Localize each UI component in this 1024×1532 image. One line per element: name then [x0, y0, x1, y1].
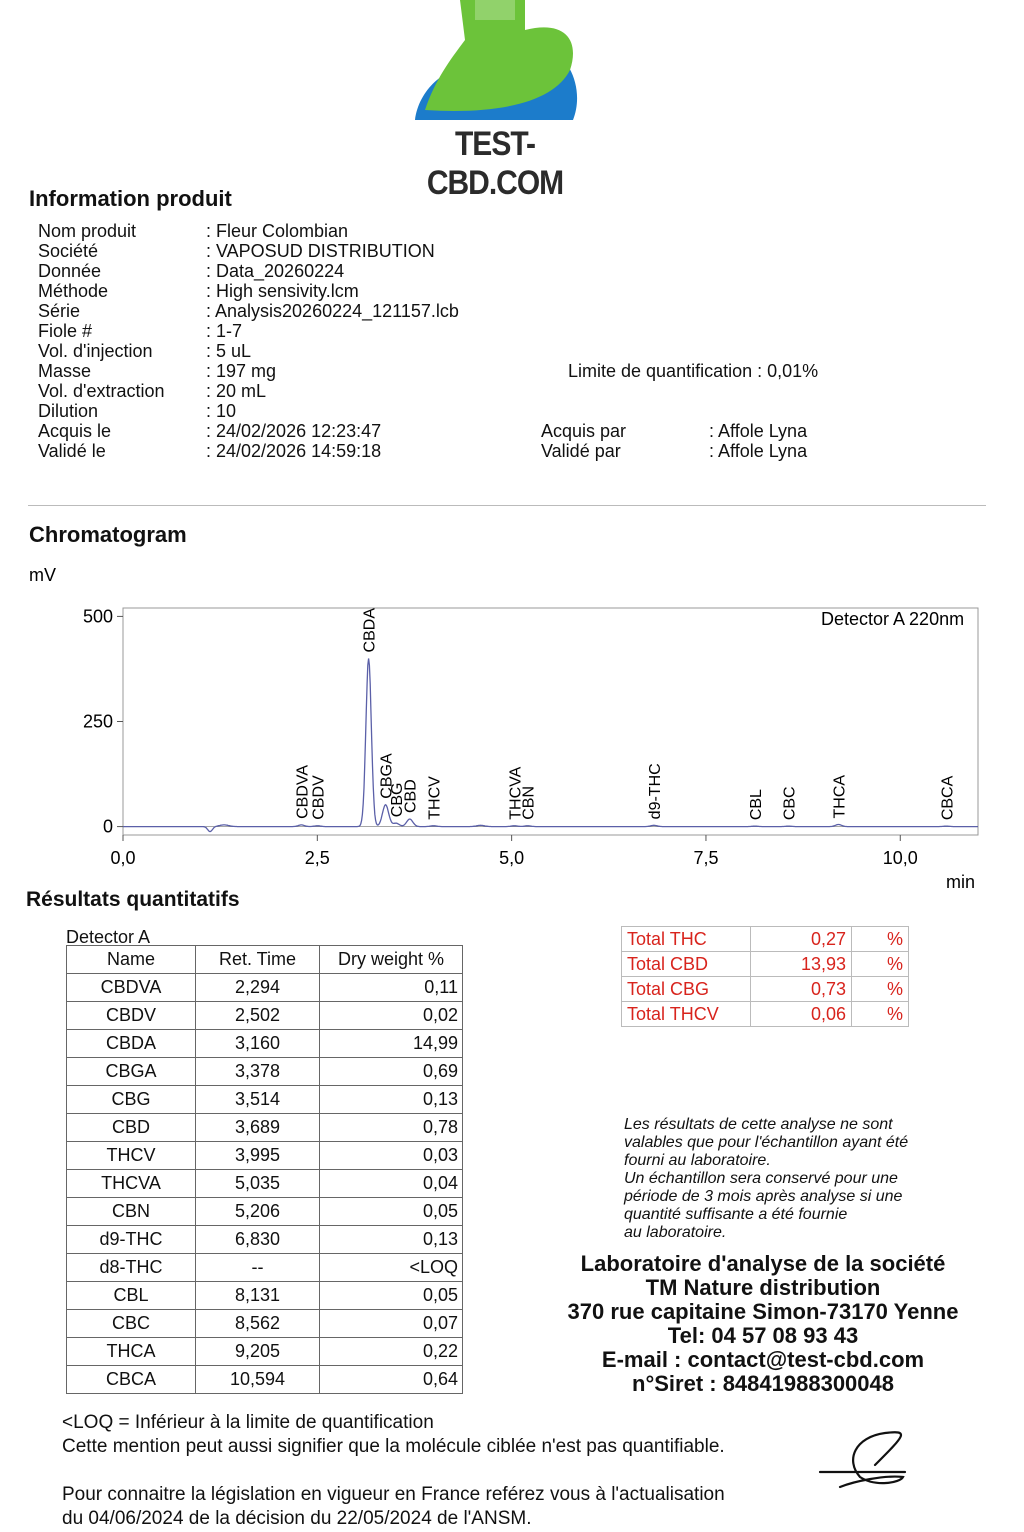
product-info-row — [38, 321, 538, 341]
product-info-row — [38, 381, 538, 401]
dry-weight: 0,22 — [320, 1338, 463, 1366]
dry-weight: 0,05 — [320, 1198, 463, 1226]
peak-label: CBC — [781, 786, 799, 821]
compound-name: d8-THC — [67, 1254, 196, 1282]
product-info-value: : VAPOSUD DISTRIBUTION — [206, 241, 435, 261]
results-row — [67, 1310, 463, 1338]
totals-table — [621, 926, 909, 1027]
retention-time: 5,035 — [196, 1170, 320, 1198]
peak-label: THCV — [426, 776, 444, 820]
loq-text: Limite de quantification : 0,01% — [568, 361, 819, 381]
results-row — [67, 1170, 463, 1198]
results-row — [67, 1198, 463, 1226]
y-tick-label: 500 — [82, 606, 113, 627]
results-row — [67, 1226, 463, 1254]
validated-by-label: Validé par — [541, 441, 621, 461]
col-rettime-header: Ret. Time — [196, 946, 320, 974]
plot-frame — [123, 608, 978, 835]
chromatogram-chart — [0, 560, 1024, 900]
x-axis-label: min — [946, 872, 976, 892]
product-info-title: Information produit — [29, 186, 232, 211]
peak-label: THCVA — [507, 766, 525, 820]
peak-label: CBL — [748, 789, 766, 821]
peak-label: CBCA — [939, 775, 957, 821]
product-info-label: Validé le — [38, 441, 106, 461]
results-row — [67, 1086, 463, 1114]
y-tick-label: 0 — [102, 816, 113, 837]
product-info-label: Société — [38, 241, 99, 261]
product-info-label: Nom produit — [38, 221, 137, 241]
dry-weight: 0,13 — [320, 1226, 463, 1254]
retention-time: 3,995 — [196, 1142, 320, 1170]
product-info-row — [38, 361, 538, 381]
peak-label: CBG — [389, 782, 407, 818]
product-info-row — [38, 401, 538, 421]
total-unit: % — [852, 927, 909, 952]
retention-time: 2,294 — [196, 974, 320, 1002]
chromatogram-title: Chromatogram — [29, 522, 187, 547]
validated-by-row — [541, 441, 841, 461]
lab-email: E-mail : contact@test-cbd.com — [601, 1347, 925, 1372]
legislation-note-2: du 04/06/2024 de la décision du 22/05/2024 de l'ANSM. — [62, 1508, 532, 1529]
total-label: Total THCV — [622, 1002, 751, 1027]
dry-weight: 0,07 — [320, 1310, 463, 1338]
retention-time: 9,205 — [196, 1338, 320, 1366]
dry-weight: 0,11 — [320, 974, 463, 1002]
peak-label: CBN — [520, 785, 538, 820]
product-info-label: Fiole # — [38, 321, 93, 341]
dry-weight: 0,04 — [320, 1170, 463, 1198]
product-info-label: Vol. d'extraction — [38, 381, 165, 401]
retention-time: 5,206 — [196, 1198, 320, 1226]
compound-name: CBL — [67, 1282, 196, 1310]
validated-by-value: : Affole Lyna — [709, 441, 808, 461]
peak-label: CBDVA — [294, 764, 312, 819]
product-info-value: : 10 — [206, 401, 237, 421]
total-unit: % — [852, 1002, 909, 1027]
dry-weight: 0,69 — [320, 1058, 463, 1086]
legislation-note: Pour connaitre la législation en vigueur en France reférez vous à l'actualisation — [62, 1484, 725, 1505]
section-divider — [28, 505, 986, 506]
product-info-label: Acquis le — [38, 421, 112, 441]
results-row — [67, 1114, 463, 1142]
lab-line: Laboratoire d'analyse de la société — [580, 1251, 946, 1276]
product-info-row — [38, 421, 538, 441]
total-row — [622, 977, 909, 1002]
peak-label: CBGA — [378, 753, 396, 799]
x-tick-label: 7,5 — [693, 848, 719, 868]
dry-weight: 0,03 — [320, 1142, 463, 1170]
results-row — [67, 1058, 463, 1086]
product-info-row — [38, 341, 538, 361]
results-row — [67, 1030, 463, 1058]
compound-name: CBC — [67, 1310, 196, 1338]
logo-wordmark: TEST-CBD.COM — [426, 124, 564, 202]
dry-weight: 0,64 — [320, 1366, 463, 1394]
retention-time: 8,131 — [196, 1282, 320, 1310]
compound-name: CBDA — [67, 1030, 196, 1058]
results-row — [67, 1338, 463, 1366]
lab-line: TM Nature distribution — [645, 1275, 881, 1300]
chromatogram-trace — [123, 658, 978, 831]
results-row — [67, 1366, 463, 1394]
results-row — [67, 1282, 463, 1310]
retention-time: 3,160 — [196, 1030, 320, 1058]
product-info-label: Dilution — [38, 401, 99, 421]
compound-name: CBDV — [67, 1002, 196, 1030]
results-row — [67, 1254, 463, 1282]
dry-weight: 0,78 — [320, 1114, 463, 1142]
retention-time: 2,502 — [196, 1002, 320, 1030]
acquired-by-value: : Affole Lyna — [709, 421, 808, 441]
results-table — [66, 945, 463, 1394]
product-info-row — [38, 241, 538, 261]
total-row — [622, 927, 909, 952]
product-info-row — [38, 261, 538, 281]
y-axis-label: mV — [29, 565, 56, 585]
results-title: Résultats quantitatifs — [26, 888, 240, 911]
product-info-row — [38, 301, 538, 321]
loq-note: <LOQ = Inférieur à la limite de quantification — [62, 1412, 434, 1433]
total-value: 0,27 — [751, 927, 852, 952]
x-tick-label: 0,0 — [110, 848, 136, 868]
results-row — [67, 1002, 463, 1030]
product-info-value: : High sensivity.lcm — [206, 281, 359, 301]
product-info-label: Méthode — [38, 281, 109, 301]
x-tick-label: 2,5 — [304, 848, 330, 868]
loq-note-2: Cette mention peut aussi signifier que la molécule ciblée n'est pas quantifiable. — [62, 1436, 725, 1457]
lab-contact-block — [540, 1252, 986, 1396]
product-info-label: Donnée — [38, 261, 102, 281]
dry-weight: 0,02 — [320, 1002, 463, 1030]
signature — [815, 1425, 915, 1495]
retention-time: -- — [196, 1254, 320, 1282]
total-unit: % — [852, 952, 909, 977]
results-row — [67, 974, 463, 1002]
acquired-by-label: Acquis par — [541, 421, 627, 441]
product-info-label: Série — [38, 301, 81, 321]
product-info-value: : 197 mg — [206, 361, 277, 381]
total-label: Total CBD — [622, 952, 751, 977]
results-header-row — [67, 946, 463, 974]
results-row — [67, 1142, 463, 1170]
compound-name: CBN — [67, 1198, 196, 1226]
peak-label: THCA — [831, 774, 849, 819]
product-info-value: : 5 uL — [206, 341, 252, 361]
y-tick-label: 250 — [82, 711, 113, 732]
compound-name: THCVA — [67, 1170, 196, 1198]
retention-time: 6,830 — [196, 1226, 320, 1254]
product-info-value: : Data_20260224 — [206, 261, 345, 281]
disclaimer-text: Les résultats de cette analyse ne sont valables que pour l'échantillon ayant été fourni au laboratoire. Un échantillon sera conservé pour une période de 3 mois après analyse si une quantité suffisante a été fournie au laboratoire. — [624, 1116, 909, 1241]
peak-label: CBD — [402, 779, 420, 814]
detector-label: Detector A 220nm — [821, 609, 965, 629]
peak-label: d9-THC — [646, 763, 664, 820]
acquired-by-row — [541, 421, 841, 441]
compound-name: THCA — [67, 1338, 196, 1366]
dry-weight: 0,05 — [320, 1282, 463, 1310]
retention-time: 8,562 — [196, 1310, 320, 1338]
retention-time: 3,514 — [196, 1086, 320, 1114]
compound-name: CBGA — [67, 1058, 196, 1086]
product-info-value: : Analysis20260224_121157.lcb — [206, 301, 459, 321]
x-tick-label: 5,0 — [499, 848, 525, 868]
product-info-value: : 20 mL — [206, 381, 267, 401]
peak-label: CBDV — [310, 775, 328, 820]
compound-name: CBG — [67, 1086, 196, 1114]
product-info-row — [38, 281, 538, 301]
total-value: 0,73 — [751, 977, 852, 1002]
x-tick-label: 10,0 — [882, 848, 918, 868]
total-unit: % — [852, 977, 909, 1002]
col-dryweight-header: Dry weight % — [320, 946, 463, 974]
lab-line: Tel: 04 57 08 93 43 — [667, 1323, 859, 1348]
col-name-header: Name — [67, 946, 196, 974]
total-value: 13,93 — [751, 952, 852, 977]
dry-weight: 0,13 — [320, 1086, 463, 1114]
dry-weight: 14,99 — [320, 1030, 463, 1058]
detector-a-label: Detector A — [66, 927, 151, 947]
product-info-value: : 24/02/2026 14:59:18 — [206, 441, 382, 461]
compound-name: CBCA — [67, 1366, 196, 1394]
retention-time: 10,594 — [196, 1366, 320, 1394]
lab-line: 370 rue capitaine Simon-73170 Yenne — [567, 1299, 959, 1324]
compound-name: THCV — [67, 1142, 196, 1170]
dry-weight: <LOQ — [320, 1254, 463, 1282]
total-label: Total CBG — [622, 977, 751, 1002]
product-info-row — [38, 221, 538, 241]
compound-name: d9-THC — [67, 1226, 196, 1254]
product-info-label: Masse — [38, 361, 92, 381]
peak-label: CBDA — [361, 607, 379, 653]
product-info-value: : Fleur Colombian — [206, 221, 349, 241]
product-info-row — [38, 441, 538, 461]
product-info-label: Vol. d'injection — [38, 341, 153, 361]
total-row — [622, 952, 909, 977]
product-info-value: : 1-7 — [206, 321, 243, 341]
compound-name: CBD — [67, 1114, 196, 1142]
retention-time: 3,378 — [196, 1058, 320, 1086]
compound-name: CBDVA — [67, 974, 196, 1002]
retention-time: 3,689 — [196, 1114, 320, 1142]
lab-line: n°Siret : 84841988300048 — [632, 1371, 894, 1396]
footnotes — [62, 1411, 822, 1531]
product-info-value: : 24/02/2026 12:23:47 — [206, 421, 382, 441]
total-label: Total THC — [622, 927, 751, 952]
total-value: 0,06 — [751, 1002, 852, 1027]
total-row — [622, 1002, 909, 1027]
